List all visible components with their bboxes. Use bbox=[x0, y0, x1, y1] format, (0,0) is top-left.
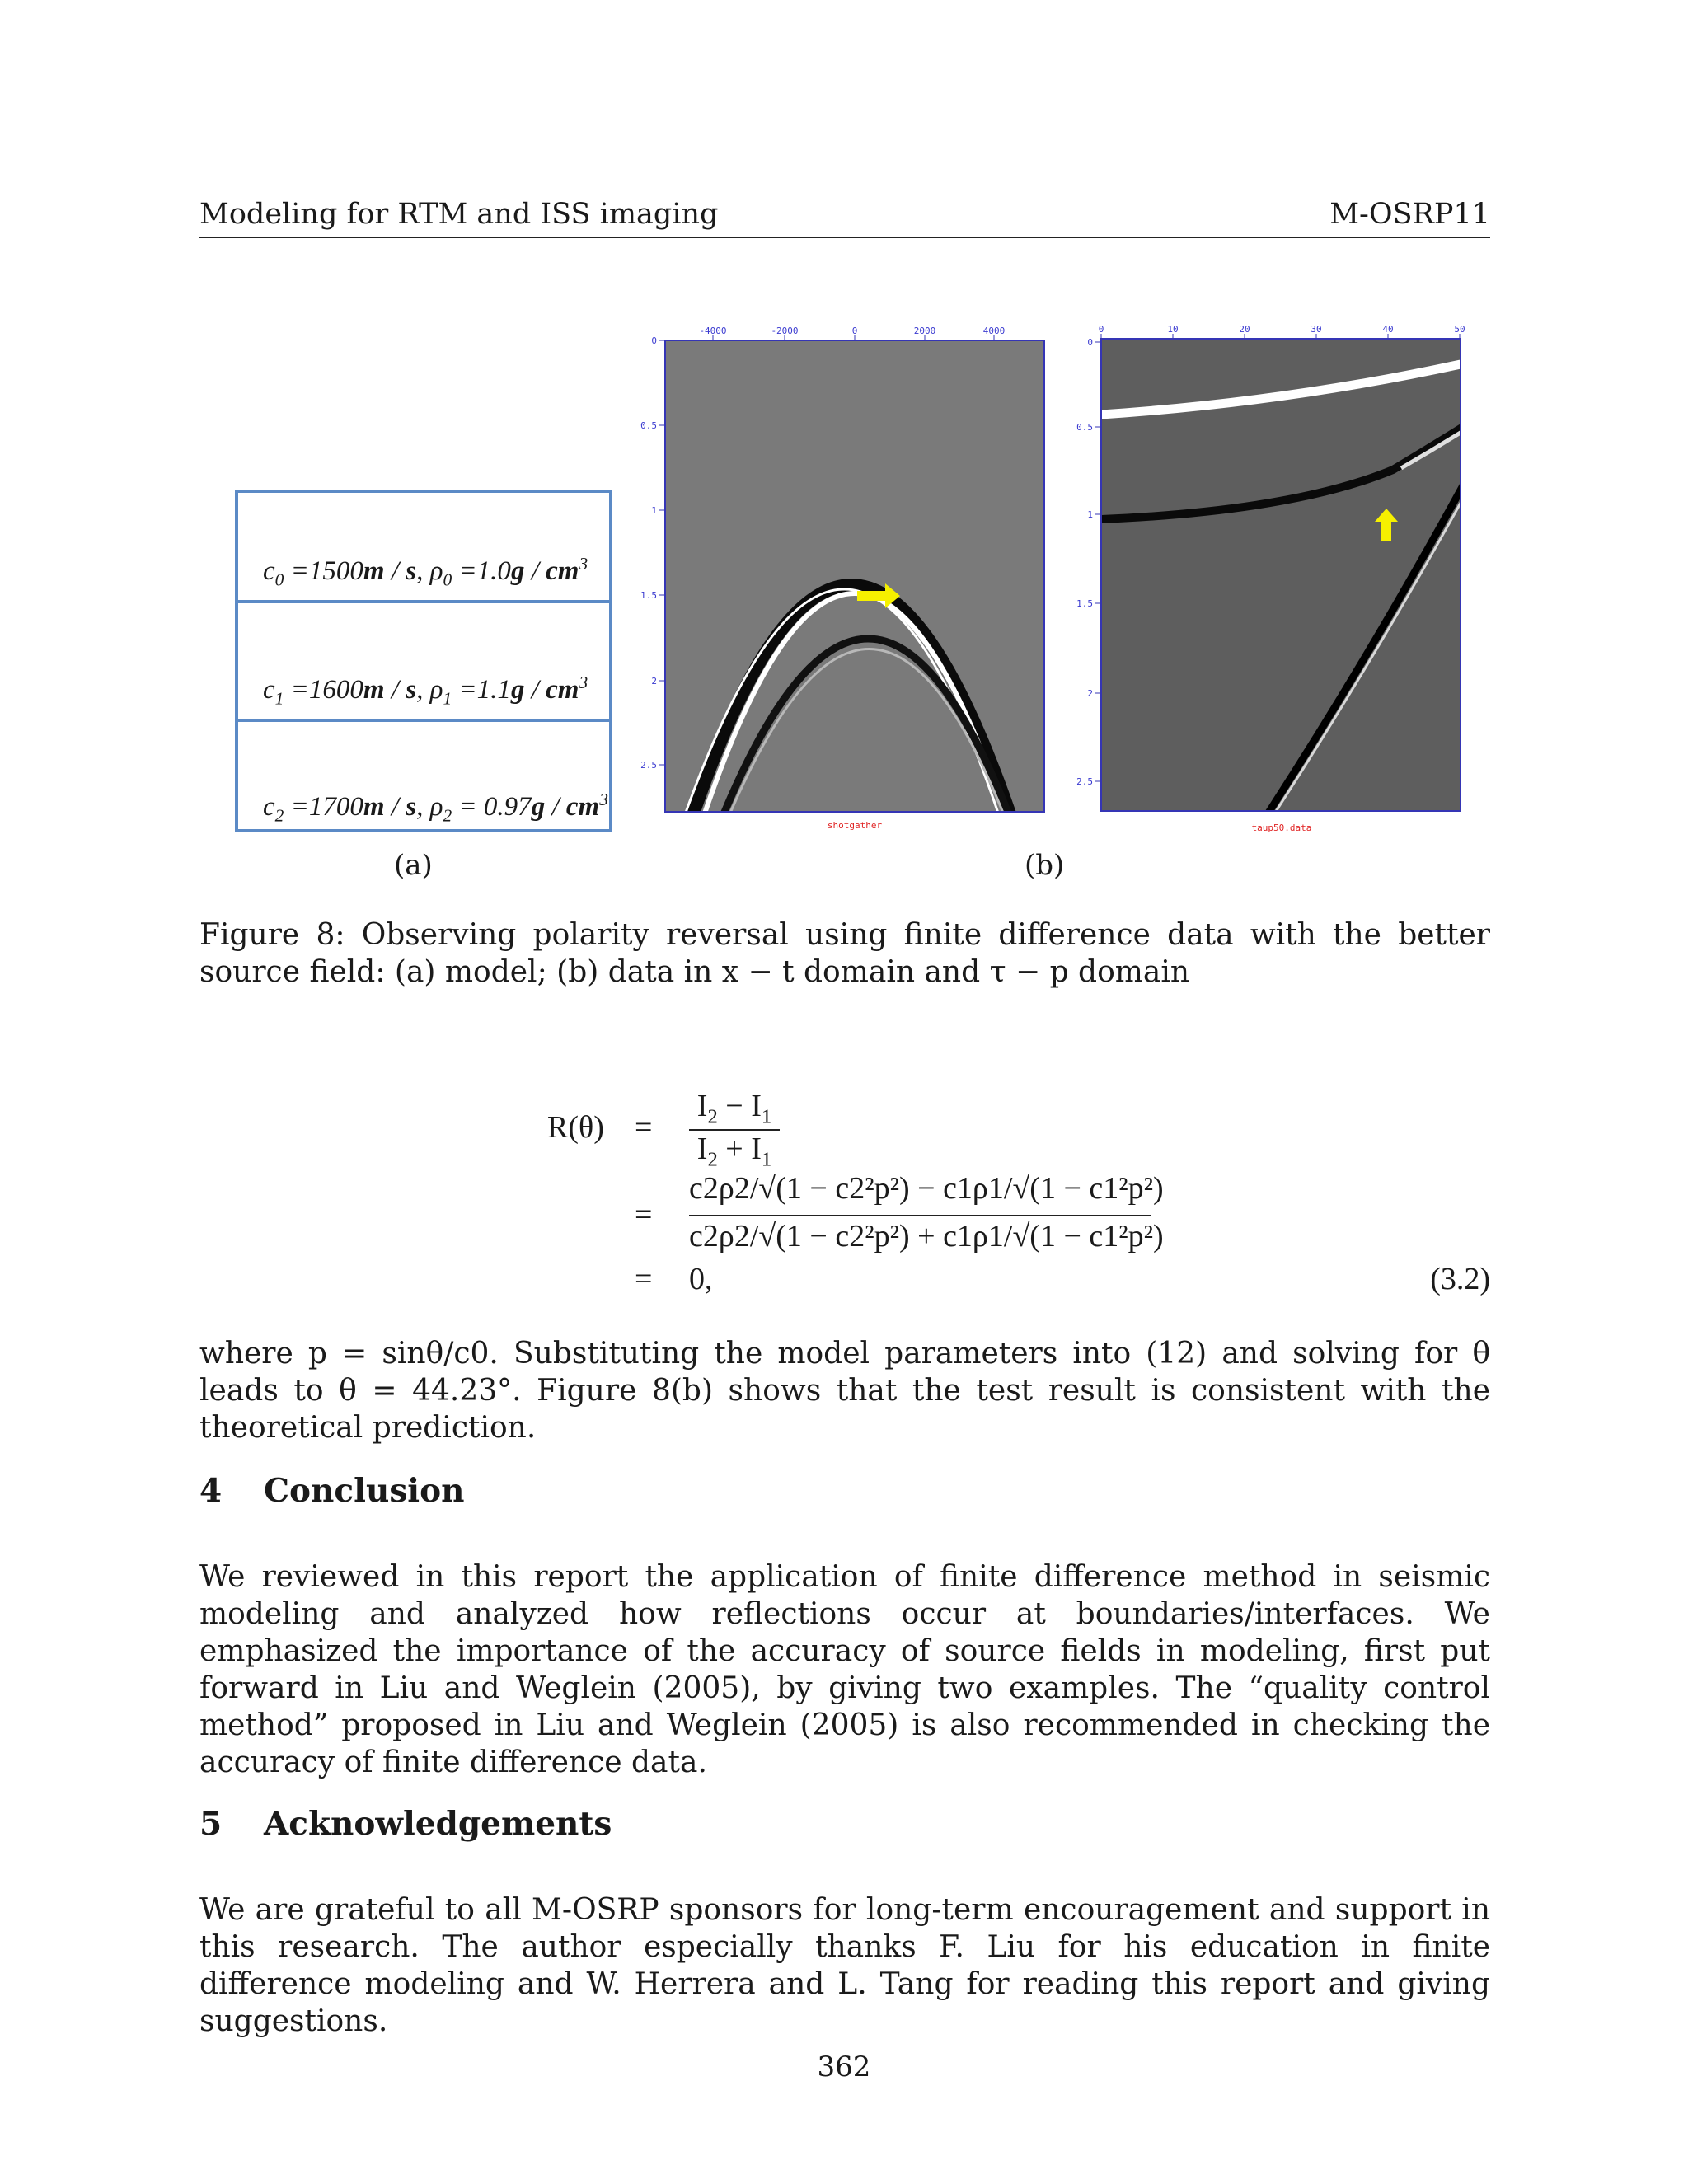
section-5-title: Acknowledgements bbox=[264, 1805, 612, 1843]
y-tick-label: 2 bbox=[651, 676, 657, 687]
taup-x-axis bbox=[1099, 324, 1465, 339]
header-rule bbox=[199, 237, 1490, 238]
shot-gather-plot bbox=[626, 313, 1055, 841]
x-tick-label: 4000 bbox=[982, 326, 1006, 336]
section-4-text: We reviewed in this report the application of finite difference method in seismic modeling and analyzed how reflections occur at boundaries/interfaces. We emphasized the importance of the accuracy of source fields in modeling, first put forward in Liu and Weglein (2005), by giving two examples. The “quality control method” proposed in Liu and Weglein (2005) is also recommended in checking the accuracy of finite difference data. bbox=[199, 1560, 1490, 1779]
y-tick-label: 2.5 bbox=[1076, 776, 1093, 787]
paragraph-after-equation: where p = sinθ/c0. Substituting the model parameters into (12) and solving for θ leads to θ = 44.23°. Figure 8(b) shows that the test result is consistent with the theoretical prediction. bbox=[199, 1337, 1490, 1445]
model-layer-2 bbox=[235, 719, 612, 832]
panel-b-label: (b) bbox=[1025, 849, 1065, 882]
taup-plot bbox=[1055, 313, 1484, 841]
eq-line2-numerator: c2ρ2/√(1 − c2²p²) − c1ρ1/√(1 − c1²p²) bbox=[689, 1171, 1164, 1206]
model-layer-0 bbox=[235, 490, 612, 603]
taup-y-axis bbox=[1076, 337, 1101, 787]
x-tick-label: 20 bbox=[1239, 324, 1250, 335]
model-layer-1 bbox=[235, 600, 612, 722]
section-4-title: Conclusion bbox=[264, 1472, 465, 1510]
panel-a-label: (a) bbox=[394, 849, 433, 882]
figure-caption: Figure 8: Observing polarity reversal using finite difference data with the better source field: (a) model; (b) data in x − t domain and τ − p domain bbox=[199, 918, 1490, 989]
eq-line1-denominator: $I_2 + I_1$ bbox=[696, 1132, 772, 1171]
eq-equals-3: = bbox=[635, 1262, 653, 1296]
y-tick-label: 1.5 bbox=[640, 590, 657, 601]
y-tick-label: 0 bbox=[1087, 337, 1093, 348]
eq-line2-denominator: c2ρ2/√(1 − c2²p²) + c1ρ1/√(1 − c1²p²) bbox=[689, 1219, 1164, 1254]
y-tick-label: 0.5 bbox=[1076, 422, 1093, 433]
y-tick-label: 2.5 bbox=[640, 760, 657, 771]
running-header-left: Modeling for RTM and ISS imaging bbox=[199, 198, 719, 231]
taup-caption: taup50.data bbox=[1251, 823, 1312, 833]
eq-line2-fraction-bar bbox=[689, 1215, 1151, 1216]
shot-gather-x-axis bbox=[699, 326, 1005, 340]
x-tick-label: 50 bbox=[1454, 324, 1465, 335]
eq-equals-1: = bbox=[635, 1110, 653, 1145]
eq-number: (3.2) bbox=[1430, 1262, 1490, 1296]
eq-equals-2: = bbox=[635, 1197, 653, 1232]
x-tick-label: 2000 bbox=[913, 326, 936, 336]
layer-0-params: $c_0 =1500m / s$, $\rho_0 =1.0g / cm^3$ bbox=[263, 554, 588, 590]
eq-line1-numerator: $I_2 - I_1$ bbox=[696, 1089, 772, 1128]
x-tick-label: 0 bbox=[851, 326, 858, 336]
shot-gather-y-axis bbox=[640, 335, 665, 771]
page-number: 362 bbox=[817, 2050, 871, 2083]
y-tick-label: 1 bbox=[651, 505, 657, 516]
layer-2-params: $c_2 =1700m / s$, $\rho_2 = 0.97g / cm^3$ bbox=[263, 790, 608, 826]
y-tick-label: 0.5 bbox=[640, 420, 657, 431]
x-tick-label: 10 bbox=[1167, 324, 1179, 335]
eq-line3: 0, bbox=[689, 1262, 713, 1296]
layer-1-params: $c_1 =1600m / s$, $\rho_1 =1.1g / cm^3$ bbox=[263, 673, 588, 709]
x-tick-label: 0 bbox=[1098, 324, 1104, 335]
y-tick-label: 2 bbox=[1087, 688, 1093, 699]
running-header-right: M-OSRP11 bbox=[1329, 198, 1490, 231]
x-tick-label: 30 bbox=[1311, 324, 1322, 335]
y-tick-label: 1.5 bbox=[1076, 598, 1093, 609]
section-4-number: 4 bbox=[199, 1472, 223, 1510]
x-tick-label: 40 bbox=[1382, 324, 1394, 335]
y-tick-label: 0 bbox=[651, 335, 657, 346]
x-tick-label: -2000 bbox=[771, 326, 799, 336]
eq-lhs: R(θ) bbox=[547, 1110, 604, 1145]
x-tick-label: -4000 bbox=[699, 326, 727, 336]
shot-gather-caption: shotgather bbox=[827, 820, 883, 831]
y-tick-label: 1 bbox=[1087, 509, 1093, 520]
section-5-number: 5 bbox=[199, 1805, 223, 1843]
section-5-text: We are grateful to all M-OSRP sponsors for long-term encouragement and support in this research. The author especially thanks F. Liu for his education in finite difference modeling and W. Herrera and L. Tang for reading this report and giving suggestions. bbox=[199, 1893, 1490, 2038]
